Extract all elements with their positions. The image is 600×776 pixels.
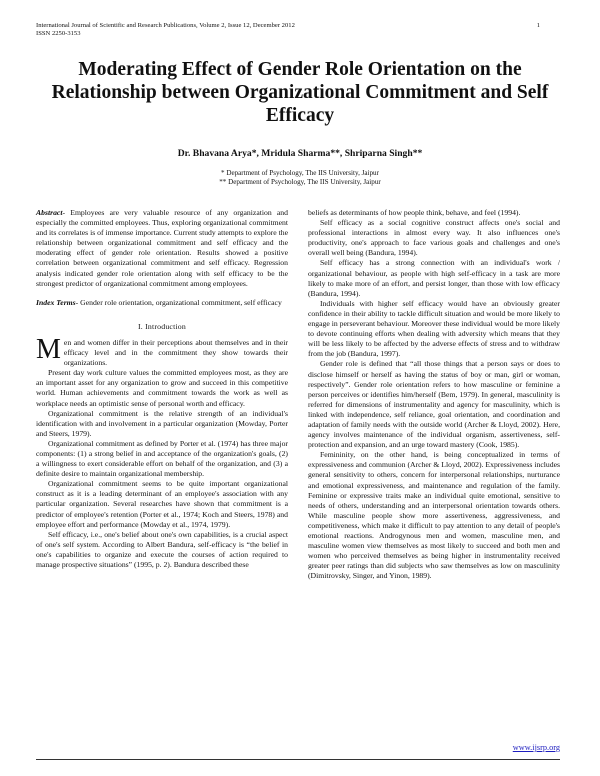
right-column [308,208,560,581]
body-paragraph: beliefs as determinants of how people think, behave, and feel (1994). [308,208,521,217]
paper-title: Moderating Effect of Gender Role Orientation on the Relationship between Organizational Commitment and Self Efficacy [51,59,549,126]
journal-name: International Journal of Scientific and Research Publications, Volume 2, Issue 12, December 2012 [36,22,295,29]
index-terms-label: Index Terms [36,297,76,307]
intro-first-text: en and women differ in their perceptions about themselves and in their efficacy level and in the commitment they show towards their organizations. [63,337,288,368]
body-paragraph: Gender role is defined that “all those things that a person says or does to disclose himself or herself as having the status of boy or man, girl or woman, respectively”. Gender role orientation refers to how masculine or feminine a person perceives or identifies him/herself (Bem, 1979). In general, masculinity is referred for dimensions of instrumentality and agency for masculinity, which is linked with independence, self reliance, goal orientation, and coordination and adaptation of family needs with the outside world (Archer & Lloyd, 2002). Here, agency involves maintenance of the individual organism, assertiveness, self-protection and expansion, and an urge toward mastery (Cook, 1985). [308,359,560,450]
drop-cap: M [36,333,61,365]
body-paragraph: Individuals with higher self efficacy would have an obviously greater confidence in their ability to tackle difficult situation and would be more likely to engage in perseverant behaviour. Moreover these individual would be more likely to devote continuing efforts when dealing with adversity which means that they will be less likely to be affected by the adverse effects of stress and to withdraw from the job (Bandura, 1997). [308,298,560,359]
affiliation-2: ** Department of Psychology, The IIS University, Jaipur [219,178,381,186]
running-header [36,22,295,38]
left-column [36,208,288,570]
abstract-text: - Employees are very valuable resource of any organization and especially the committed employees. Thus, exploring organizational commitment and its correlates is of immense importance. Current study attempts to explore the relationship between organizational commitment and self efficacy and the moderating effect of gender role orientation. Results showed a positive correlation between organizational commitment and self efficacy. Regression analysis indicated gender role orientation along with self efficacy to be the strongest predictor of organizational commitment among employees. [36,208,288,288]
intro-first-paragraph [36,333,288,368]
issn: ISSN 2250-3153 [36,30,81,38]
page-number: 1 [536,22,540,29]
body-paragraph: Self efficacy has a strong connection with an individual's work / organizational behaviour, as people with high self-efficacy in a task are more likely to make more of an effort, and persist longer, than those with low efficacy (Bandura, 1994). [308,258,560,298]
body-paragraph: Present day work culture values the committed employees most, as they are an important asset for any organization to grow and succeed in this competitive world. Human achievements and commitment towards the work as well as workplace needs an optimistic sense of personal worth and efficacy. [36,368,288,408]
abstract-label: Abstract [36,208,63,217]
body-paragraph: Organizational commitment as defined by Porter et al. (1974) has three major components: (1) a strong belief in and acceptance of the organization's goals, (2) a willingness to exert considerable effort on behalf of the organization, and (3) a definite desire to maintain organizational membership. [36,438,288,479]
index-terms-text: - Gender role orientation, organizational commitment, self efficacy [75,297,282,307]
author-list: Dr. Bhavana Arya*, Mridula Sharma**, Shriparna Singh** [177,148,423,159]
affiliation-1: * Department of Psychology, The IIS University, Jaipur [221,169,379,177]
body-paragraph: Organizational commitment is the relative strength of an individual's identification with and involvement in a particular organization (Mowday, Porter and Steers, 1979). [36,408,288,438]
journal-website-link[interactable]: www.ijsrp.org [512,743,560,752]
abstract [36,208,288,289]
body-paragraph: Self efficacy, i.e., one's belief about one's own capabilities, is a crucial aspect of one's self system. According to Albert Bandura, self-efficacy is “the belief in one's capabilities to organize and execute the courses of action required to manage prospective situations” (1995, p. 2). Bandura described these [36,529,288,569]
body-paragraph: Organizational commitment seems to be quite important organizational construct as it is a leading determinant of an employee's association with any particular organization. Several researches have shown that commitment is a predictor of employee's retention (Porter et al., 1974; Koch and Steers, 1978) and employee effort and performance (Mowday et al., 1974, 1979). [36,479,288,529]
index-terms [36,298,288,308]
affiliations [40,169,560,187]
footer-rule [36,759,560,760]
body-paragraph: Self efficacy as a social cognitive construct affects one's social and professional interactions in almost every way. It also influences one's productivity, one's approach to face various goals and challenges and one's overall well being (Bandura, 1994). [308,218,560,258]
section-heading: I. Introduction [137,321,187,331]
body-paragraph: Femininity, on the other hand, is being conceptualized in terms of expressiveness and communion (Archer & Lloyd, 2002). Expressiveness includes general sensitivity to others, concern for interpersonal relationships, nurturance and emotional expressiveness, and maintenance and regulation of the family. Feminine or expressive traits make an individual quite emotional, sensitive to needs of others, understanding and an interpersonal orientation towards others. While masculine people show more assertiveness, aggressiveness, and competitiveness, which make it difficult to pay attention to any detail of people's emotional reactions. Androgynous men and women, masculine men, and masculine women view themselves as most likely to succeed and both men and women who perceived themselves as being higher in instrumentality received greater peer ratings than did subjects who saw themselves as low on masculinity (Dimitrovsky, Singer, and Yinon, 1989). [308,450,560,581]
